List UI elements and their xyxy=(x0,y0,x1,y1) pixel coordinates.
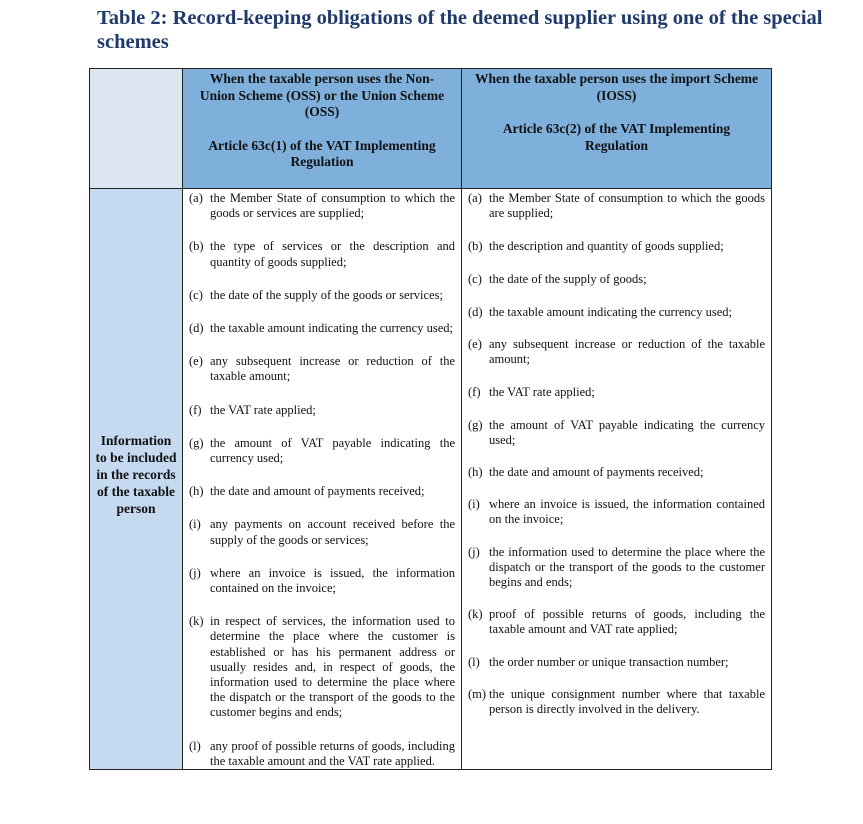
ioss-item-text: where an invoice is issued, the information contained on the invoice; xyxy=(489,497,765,527)
ioss-list-item xyxy=(468,337,765,367)
oss-item-text: the date of the supply of the goods or services; xyxy=(210,287,443,302)
oss-item-label: (k) xyxy=(189,614,204,629)
ioss-item-text: the date of the supply of goods; xyxy=(489,271,647,286)
oss-list-item xyxy=(189,566,455,596)
row-label-cell xyxy=(90,189,183,770)
oss-item-text: the Member State of consumption to which the goods or services are supplied; xyxy=(210,191,455,221)
ioss-list-item xyxy=(468,239,765,254)
oss-item-text: any payments on account received before the supply of the goods or services; xyxy=(210,517,455,547)
ioss-item-text: the description and quantity of goods supplied; xyxy=(489,239,724,254)
oss-item-label: (l) xyxy=(189,738,201,753)
oss-item-text: the date and amount of payments received; xyxy=(210,484,425,499)
oss-list-item xyxy=(189,614,455,720)
ioss-item-label: (h) xyxy=(468,465,483,480)
ioss-item-text: the Member State of consumption to which the goods are supplied; xyxy=(489,191,765,221)
ioss-item-text: the date and amount of payments received; xyxy=(489,465,704,480)
ioss-item-text: the taxable amount indicating the currency used; xyxy=(489,304,732,319)
oss-item-text: any subsequent increase or reduction of the taxable amount; xyxy=(210,354,455,384)
oss-list-item xyxy=(189,191,455,221)
ioss-list-item xyxy=(468,385,765,400)
ioss-items-cell xyxy=(462,189,772,770)
ioss-item-label: (a) xyxy=(468,191,482,205)
ioss-list-item xyxy=(468,191,765,221)
ioss-list-item xyxy=(468,545,765,591)
oss-list-item xyxy=(189,403,455,418)
ioss-column-header xyxy=(462,69,772,189)
oss-list-item xyxy=(189,484,455,499)
ioss-item-text: any subsequent increase or reduction of the taxable amount; xyxy=(489,337,765,367)
oss-item-list xyxy=(189,191,455,769)
oss-item-text: in respect of services, the information used to determine the place where the customer is established or has his permanent address or usually resides and, in respect of goods, the information used to determine the place where the dispatch or the transport of the goods to the customer begins and ends; xyxy=(210,614,455,720)
table-title: Table 2: Record-keeping obligations of the deemed supplier using one of the special schemes xyxy=(97,7,823,53)
ioss-item-label: (g) xyxy=(468,417,483,432)
oss-list-item xyxy=(189,288,455,303)
ioss-column-heading: When the taxable person uses the import Scheme (IOSS) xyxy=(474,71,759,103)
oss-items-cell xyxy=(183,189,462,770)
ioss-item-text: the information used to determine the place where the dispatch or the transport of the goods to the customer begins and ends; xyxy=(489,544,765,590)
ioss-item-label: (j) xyxy=(468,544,480,559)
ioss-list-item xyxy=(468,418,765,448)
oss-item-text: the amount of VAT payable indicating the currency used; xyxy=(210,435,455,466)
oss-item-label: (j) xyxy=(189,565,201,580)
oss-item-text: the VAT rate applied; xyxy=(210,402,316,417)
ioss-list-item xyxy=(468,272,765,287)
ioss-item-label: (i) xyxy=(468,497,480,512)
header-row xyxy=(90,69,772,189)
ioss-list-item xyxy=(468,305,765,320)
oss-list-item xyxy=(189,239,455,269)
ioss-item-label: (b) xyxy=(468,239,483,254)
ioss-list-item xyxy=(468,465,765,480)
record-keeping-table xyxy=(89,68,772,770)
oss-list-item xyxy=(189,321,455,336)
oss-item-text: the type of services or the description and quantity of goods supplied; xyxy=(210,239,455,269)
ioss-item-label: (l) xyxy=(468,654,480,669)
oss-item-label: (h) xyxy=(189,484,204,499)
ioss-list-item xyxy=(468,655,765,670)
ioss-list-item xyxy=(468,497,765,527)
oss-item-label: (b) xyxy=(189,239,204,254)
oss-item-text: the taxable amount indicating the currency used; xyxy=(210,321,453,336)
ioss-column-article: Article 63c(2) of the VAT Implementing Regulation xyxy=(502,121,731,153)
ioss-item-label: (e) xyxy=(468,337,482,352)
oss-list-item xyxy=(189,436,455,466)
body-row xyxy=(90,189,772,770)
ioss-item-text: the unique consignment number where that taxable person is directly involved in the delivery. xyxy=(489,686,765,717)
oss-list-item xyxy=(189,517,455,547)
row-label: Information to be included in the records of the taxable person xyxy=(95,433,177,516)
header-corner-cell xyxy=(90,69,183,189)
oss-column-article: Article 63c(1) of the VAT Implementing Regulation xyxy=(208,137,436,169)
ioss-item-text: the order number or unique transaction number; xyxy=(489,654,729,669)
ioss-item-text: proof of possible returns of goods, including the taxable amount and VAT rate applied; xyxy=(489,607,765,637)
oss-list-item xyxy=(189,354,455,384)
oss-item-label: (e) xyxy=(189,354,203,369)
oss-item-text: any proof of possible returns of goods, including the taxable amount and the VAT rate applied. xyxy=(210,738,455,768)
ioss-list-item xyxy=(468,607,765,637)
oss-item-label: (a) xyxy=(189,191,203,205)
ioss-item-text: the VAT rate applied; xyxy=(489,385,595,400)
oss-item-label: (d) xyxy=(189,321,204,336)
oss-column-header xyxy=(183,69,462,189)
ioss-item-label: (c) xyxy=(468,271,482,286)
ioss-item-label: (m) xyxy=(468,686,487,701)
ioss-item-label: (d) xyxy=(468,304,483,319)
oss-item-label: (g) xyxy=(189,435,204,450)
ioss-item-list xyxy=(468,191,765,717)
ioss-item-text: the amount of VAT payable indicating the currency used; xyxy=(489,417,765,447)
oss-item-label: (c) xyxy=(189,287,203,302)
ioss-list-item xyxy=(468,687,765,717)
oss-item-label: (i) xyxy=(189,517,201,532)
ioss-item-label: (f) xyxy=(468,385,481,400)
ioss-item-label: (k) xyxy=(468,607,483,622)
oss-column-heading: When the taxable person uses the Non-Union Scheme (OSS) or the Union Scheme (OSS) xyxy=(199,71,445,119)
oss-item-text: where an invoice is issued, the information contained on the invoice; xyxy=(210,565,455,596)
oss-item-label: (f) xyxy=(189,402,202,417)
oss-list-item xyxy=(189,739,455,769)
